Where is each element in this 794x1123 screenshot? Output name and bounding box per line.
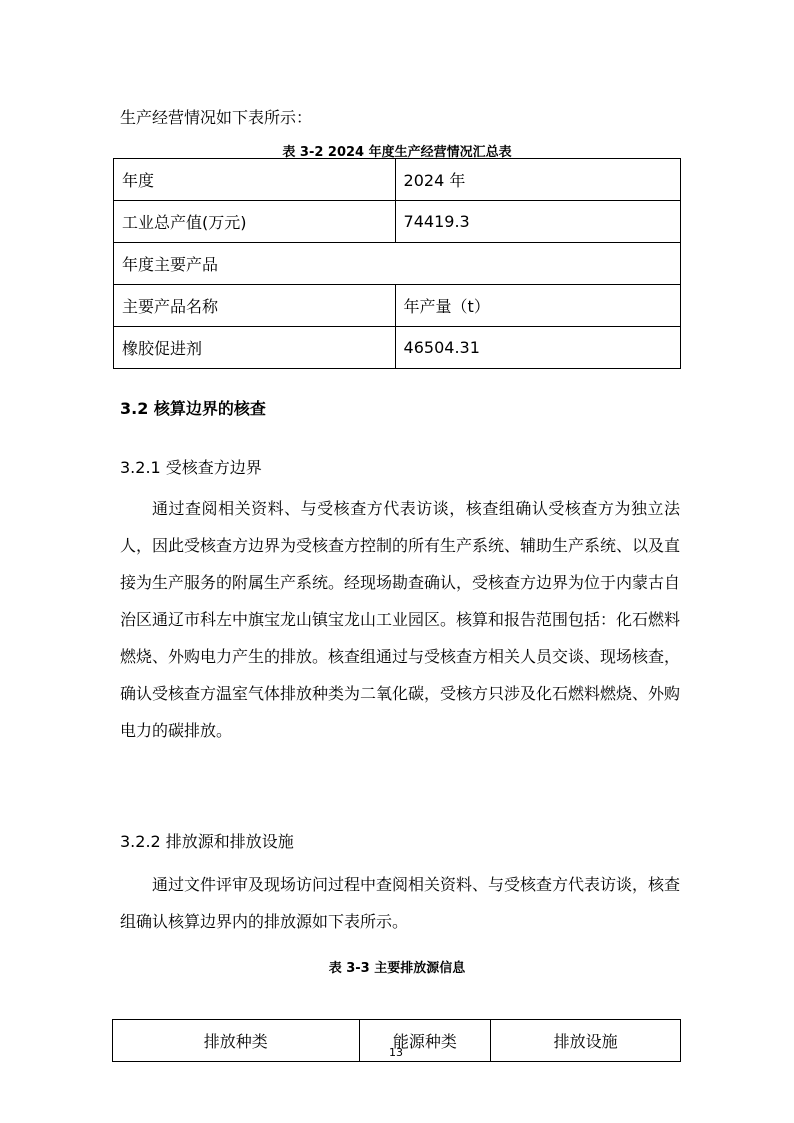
subsection-heading-emission-sources: 3.2.2 排放源和排放设施 (120, 832, 294, 851)
table-cell: 主要产品名称 (114, 285, 396, 327)
column-header: 能源种类 (359, 1020, 491, 1062)
table-cell: 橡胶促进剂 (114, 327, 396, 369)
table-cell: 年度 (114, 159, 396, 201)
table-cell: 工业总产值(万元) (114, 201, 396, 243)
page-number: 13 (389, 1046, 403, 1059)
table-cell: 46504.31 (395, 327, 680, 369)
table-3-2-caption: 表 3-2 2024 年度生产经营情况汇总表 (282, 145, 512, 160)
table-cell: 年产量（t） (395, 285, 680, 327)
emission-sources-paragraph: 通过文件评审及现场访问过程中查阅相关资料、与受核查方代表访谈，核查组确认核算边界内的排放源如下表所示。 (120, 875, 681, 931)
table-row (114, 327, 681, 369)
column-header: 排放种类 (113, 1020, 360, 1062)
table-row (114, 201, 681, 243)
subsection-heading-boundary: 3.2.1 受核查方边界 (120, 458, 262, 477)
table-cell: 年度主要产品 (114, 243, 681, 285)
production-summary-table (113, 158, 681, 369)
table-row (114, 159, 681, 201)
boundary-paragraph: 通过查阅相关资料、与受核查方代表访谈，核查组确认受核查方为独立法人，因此受核查方边界为受核查方控制的所有生产系统、辅助生产系统、以及直接为生产服务的附属生产系统。经现场勘查确认，受核查方边界为位于内蒙古自治区通辽市科左中旗宝龙山镇宝龙山工业园区。核算和报告范围包括：化石燃料燃烧、外购电力产生的排放。核查组通过与受核查方相关人员交谈、现场核查，确认受核查方温室气体排放种类为二氧化碳，受核方只涉及化石燃料燃烧、外购电力的碳排放。 (120, 499, 681, 740)
section-heading: 3.2 核算边界的核查 (120, 399, 266, 418)
column-header: 排放设施 (491, 1020, 681, 1062)
table-cell: 2024 年 (395, 159, 680, 201)
table-3-3-caption: 表 3-3 主要排放源信息 (328, 961, 466, 976)
intro-text: 生产经营情况如下表所示： (120, 108, 313, 127)
table-row (114, 285, 681, 327)
table-cell: 74419.3 (395, 201, 680, 243)
table-row (114, 243, 681, 285)
